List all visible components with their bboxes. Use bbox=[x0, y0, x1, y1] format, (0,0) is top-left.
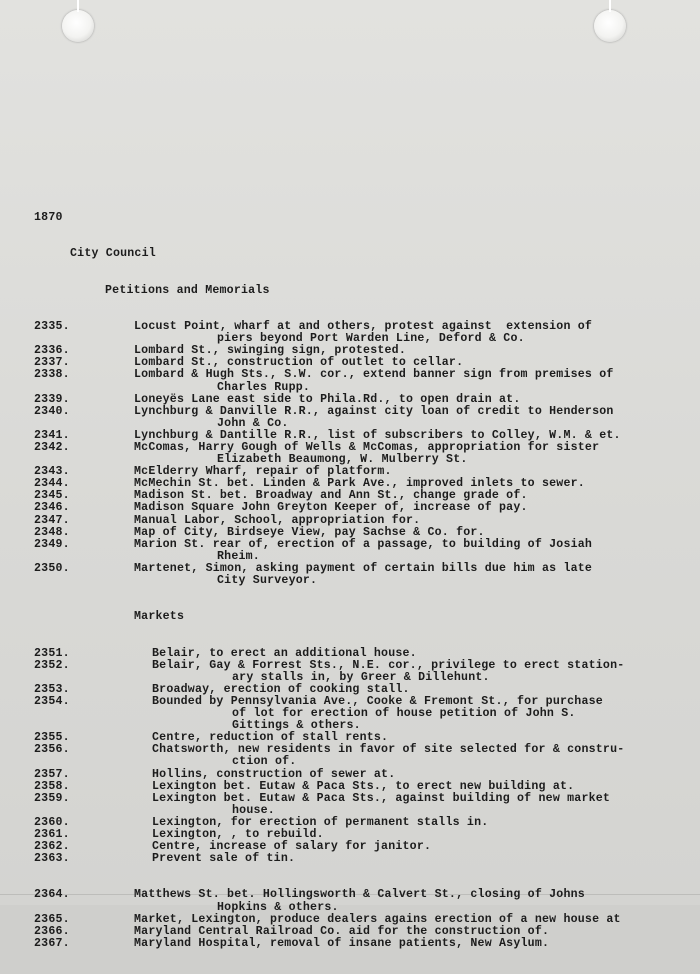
entry-text: Market, Lexington, produce dealers agains erection of a new house at bbox=[134, 912, 621, 926]
entry-number: 2339. bbox=[34, 392, 70, 406]
entry-text: Maryland Hospital, removal of insane patients, New Asylum. bbox=[134, 936, 550, 950]
entry-number: 2336. bbox=[34, 344, 70, 358]
entry-text: Map of City, Birdseye View, pay Sachse & Co. for. bbox=[134, 525, 485, 539]
entry-row bbox=[34, 841, 694, 853]
entry-row bbox=[34, 527, 694, 539]
entry-text-continued: Elizabeth Beaumong, W. Mulberry St. bbox=[217, 453, 468, 467]
body-heading: City Council bbox=[70, 247, 156, 261]
entry-text-continued: Charles Rupp. bbox=[217, 380, 311, 394]
entry-row bbox=[34, 938, 694, 950]
entry-number: 2348. bbox=[34, 525, 70, 539]
entry-number: 2347. bbox=[34, 513, 70, 527]
year-heading: 1870 bbox=[34, 211, 63, 225]
entry-row bbox=[34, 515, 694, 527]
entry-continuation-row bbox=[34, 382, 694, 394]
entry-text: Madison Square John Greyton Keeper of, increase of pay. bbox=[134, 501, 528, 515]
punch-hole-left bbox=[62, 10, 94, 42]
entry-text-continued: Hopkins & others. bbox=[217, 900, 339, 914]
entry-continuation-row bbox=[34, 575, 694, 587]
entry-text: Lombard St., construction of outlet to cellar. bbox=[134, 356, 464, 370]
entry-text-continued: ction of. bbox=[232, 755, 297, 769]
entry-row bbox=[34, 406, 694, 418]
entry-text: Hollins, construction of sewer at. bbox=[152, 767, 396, 781]
punch-hole-right bbox=[594, 10, 626, 42]
entry-number: 2338. bbox=[34, 368, 70, 382]
entry-text-continued: Gittings & others. bbox=[232, 719, 361, 733]
entry-number: 2356. bbox=[34, 743, 70, 757]
markets-heading-row bbox=[34, 611, 694, 623]
entry-number: 2342. bbox=[34, 440, 70, 454]
entry-text-continued: of lot for erection of house petition of John S. bbox=[232, 707, 576, 721]
tail-entries-list bbox=[34, 889, 694, 949]
entry-number: 2350. bbox=[34, 561, 70, 575]
entry-text: Lynchburg & Danville R.R., against city loan of credit to Henderson bbox=[134, 404, 614, 418]
entry-text: Broadway, erection of cooking stall. bbox=[152, 682, 410, 696]
entries-list bbox=[34, 321, 694, 587]
entry-number: 2351. bbox=[34, 646, 70, 660]
entry-continuation-row bbox=[34, 756, 694, 768]
entry-text: Marion St. rear of, erection of a passage, to building of Josiah bbox=[134, 537, 593, 551]
entry-number: 2366. bbox=[34, 924, 70, 938]
entry-text: Lynchburg & Dantille R.R., list of subscribers to Colley, W.M. & et. bbox=[134, 428, 621, 442]
entry-row bbox=[34, 793, 694, 805]
entry-number: 2340. bbox=[34, 404, 70, 418]
entry-number: 2352. bbox=[34, 658, 70, 672]
entry-number: 2337. bbox=[34, 356, 70, 370]
entry-number: 2353. bbox=[34, 682, 70, 696]
entry-number: 2364. bbox=[34, 888, 70, 902]
entry-number: 2367. bbox=[34, 936, 70, 950]
entry-text: Matthews St. bet. Hollingsworth & Calvert St., closing of Johns bbox=[134, 888, 585, 902]
entry-row bbox=[34, 539, 694, 551]
entry-text: Lexington bet. Eutaw & Paca Sts., to erect new building at. bbox=[152, 779, 575, 793]
entry-text-continued: ary stalls in, by Greer & Dillehunt. bbox=[232, 670, 490, 684]
entry-text: Locust Point, wharf at and others, protest against extension of bbox=[134, 320, 593, 334]
entry-row bbox=[34, 914, 694, 926]
entry-row bbox=[34, 769, 694, 781]
entry-text: Prevent sale of tin. bbox=[152, 852, 296, 866]
entry-text: Lexington bet. Eutaw & Paca Sts., against building of new market bbox=[152, 791, 611, 805]
entry-number: 2341. bbox=[34, 428, 70, 442]
entry-row bbox=[34, 502, 694, 514]
entry-text: Madison St. bet. Broadway and Ann St., change grade of. bbox=[134, 489, 528, 503]
entry-row bbox=[34, 648, 694, 660]
entry-number: 2361. bbox=[34, 827, 70, 841]
entry-number: 2354. bbox=[34, 694, 70, 708]
entry-row bbox=[34, 889, 694, 901]
entry-number: 2363. bbox=[34, 852, 70, 866]
entry-row bbox=[34, 660, 694, 672]
entry-number: 2358. bbox=[34, 779, 70, 793]
entry-row bbox=[34, 563, 694, 575]
entry-text: Chatsworth, new residents in favor of site selected for & constru- bbox=[152, 743, 625, 757]
typed-index bbox=[34, 188, 694, 974]
entry-text: Lexington, for erection of permanent stalls in. bbox=[152, 815, 489, 829]
market-entries-list bbox=[34, 648, 694, 866]
entry-number: 2349. bbox=[34, 537, 70, 551]
entry-number: 2346. bbox=[34, 501, 70, 515]
entry-text: Maryland Central Railroad Co. aid for the construction of. bbox=[134, 924, 550, 938]
entry-number: 2355. bbox=[34, 731, 70, 745]
entry-text: McMechin St. bet. Linden & Park Ave., improved inlets to sewer. bbox=[134, 477, 585, 491]
entry-text: Lombard St., swinging sign, protested. bbox=[134, 344, 406, 358]
entry-row bbox=[34, 369, 694, 381]
entry-text: Belair, Gay & Forrest Sts., N.E. cor., privilege to erect station- bbox=[152, 658, 625, 672]
entry-row bbox=[34, 394, 694, 406]
entry-number: 2343. bbox=[34, 465, 70, 479]
entry-row bbox=[34, 744, 694, 756]
entry-text: Lombard & Hugh Sts., S.W. cor., extend banner sign from premises of bbox=[134, 368, 614, 382]
entry-row bbox=[34, 781, 694, 793]
entry-text: Centre, reduction of stall rents. bbox=[152, 731, 389, 745]
entry-text: Belair, to erect an additional house. bbox=[152, 646, 417, 660]
entry-row bbox=[34, 853, 694, 865]
entry-text: Manual Labor, School, appropriation for. bbox=[134, 513, 421, 527]
entry-text: Centre, increase of salary for janitor. bbox=[152, 840, 432, 854]
entry-text-continued: John & Co. bbox=[217, 416, 289, 430]
section-heading: Petitions and Memorials bbox=[105, 283, 270, 297]
entry-text: Lexington, , to rebuild. bbox=[152, 827, 324, 841]
entry-row bbox=[34, 926, 694, 938]
entry-text: Martenet, Simon, asking payment of certain bills due him as late bbox=[134, 561, 593, 575]
entry-text: McElderry Wharf, repair of platform. bbox=[134, 465, 392, 479]
entry-text: Loneyës Lane east side to Phila.Rd., to open drain at. bbox=[134, 392, 521, 406]
entry-text-continued: City Surveyor. bbox=[217, 574, 318, 587]
entry-number: 2335. bbox=[34, 320, 70, 334]
entry-number: 2357. bbox=[34, 767, 70, 781]
entry-continuation-row bbox=[34, 902, 694, 914]
entry-number: 2344. bbox=[34, 477, 70, 491]
entry-text-continued: house. bbox=[232, 803, 275, 817]
entry-text-continued: piers beyond Port Warden Line, Deford & Co. bbox=[217, 332, 525, 346]
entry-text-continued: Rheim. bbox=[217, 549, 260, 563]
markets-heading: Markets bbox=[134, 610, 185, 624]
entry-number: 2359. bbox=[34, 791, 70, 805]
entry-text: McComas, Harry Gough of Wells & McComas, appropriation for sister bbox=[134, 440, 600, 454]
entry-number: 2365. bbox=[34, 912, 70, 926]
entry-continuation-row bbox=[34, 708, 694, 720]
entry-number: 2360. bbox=[34, 815, 70, 829]
entry-row bbox=[34, 817, 694, 829]
entry-number: 2345. bbox=[34, 489, 70, 503]
entry-text: Bounded by Pennsylvania Ave., Cooke & Fremont St., for purchase bbox=[152, 694, 603, 708]
entry-number: 2362. bbox=[34, 840, 70, 854]
